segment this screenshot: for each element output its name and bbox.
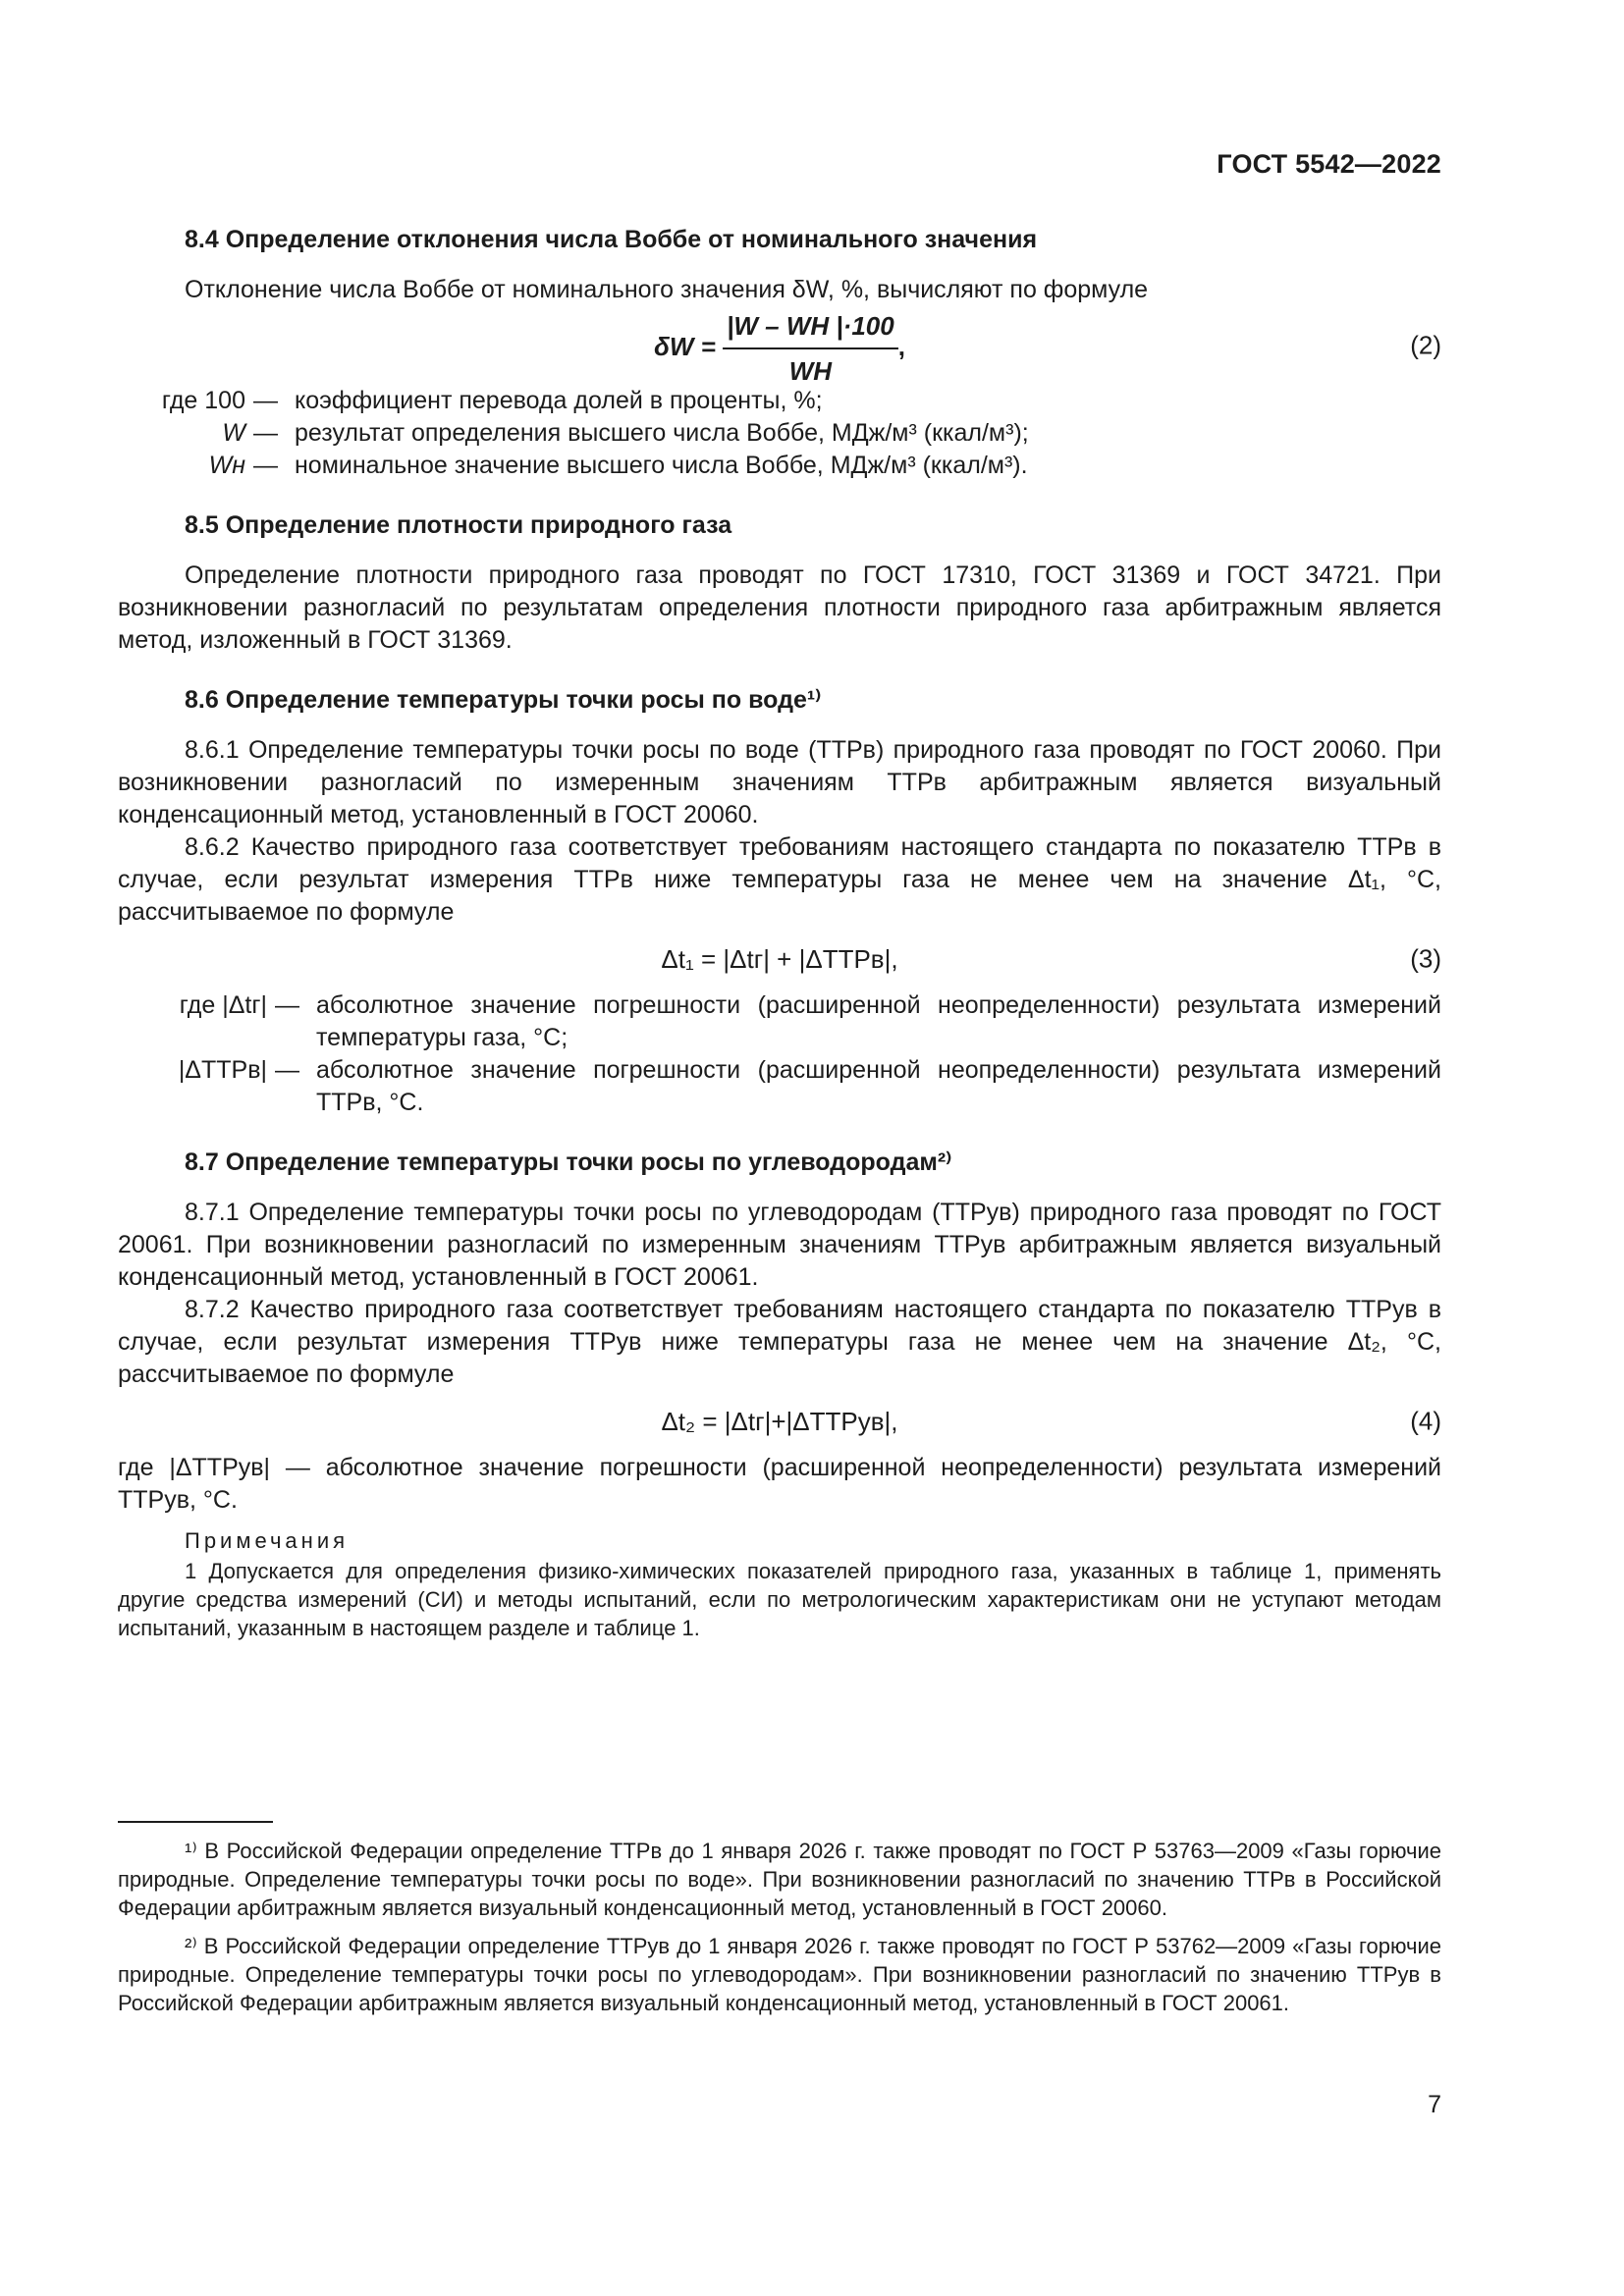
legend-3-row-1-text: абсолютное значение погрешности (расширенной неопределенности) результата измерений температуры газа, °С; bbox=[316, 991, 1441, 1051]
page-content bbox=[118, 224, 1441, 1642]
formula-2-legend bbox=[118, 385, 1441, 482]
note-1: 1 Допускается для определения физико-химических показателей природного газа, указанных в таблице 1, применять другие средства измерений (СИ) и методы испытаний, если по метрологическим характеристикам они не уступают методам испытаний, указанным в настоящем разделе и таблице 1. bbox=[118, 1559, 1441, 1640]
section-8-5-title: 8.5 Определение плотности природного газа bbox=[185, 511, 732, 539]
formula-2-number: (2) bbox=[1410, 330, 1441, 360]
section-8-4-title: 8.4 Определение отклонения числа Воббе от номинального значения bbox=[185, 226, 1038, 253]
section-8-6-1: 8.6.1 Определение температуры точки росы по воде (ТТРв) природного газа проводят по ГОСТ 20060. При возникновении разногласий по измеренным значениям ТТРв арбитражным является визуальный конденсационный метод, установленный в ГОСТ 20060. bbox=[118, 736, 1441, 828]
formula-4-number: (4) bbox=[1410, 1406, 1441, 1436]
section-8-6-2: 8.6.2 Качество природного газа соответствует требованиям настоящего стандарта по показателю ТТРв в случае, если результат измерения ТТРв ниже температуры газа не менее чем на значение Δt₁, °С, рассчитываемое по формуле bbox=[118, 833, 1441, 926]
formula-3-legend bbox=[118, 989, 1441, 1119]
notes-heading: Примечания bbox=[185, 1528, 350, 1553]
formula-4-body: Δt₂ = |Δtг|+|ΔТТРув|, bbox=[661, 1407, 898, 1436]
legend-row-2-symbol: W bbox=[222, 419, 245, 447]
legend-3-row-2-text: абсолютное значение погрешности (расширенной неопределенности) результата измерений ТТРв, °С. bbox=[316, 1056, 1441, 1116]
footnote-1: ¹⁾ В Российской Федерации определение ТТРв до 1 января 2026 г. также проводят по ГОСТ Р 53763—2009 «Газы горючие природные. Определение температуры точки росы по воде». При возникновении разногласий по значению ТТРв в Российской Федерации арбитражным является визуальный конденсационный метод, установленный в ГОСТ 20060. bbox=[118, 1839, 1441, 1920]
section-8-7-title: 8.7 Определение температуры точки росы по углеводородам²⁾ bbox=[185, 1148, 952, 1176]
legend-row-2-text: результат определения высшего числа Воббе, МДж/м³ (ккал/м³); bbox=[295, 419, 1029, 447]
section-8-7-1: 8.7.1 Определение температуры точки росы по углеводородам (ТТРув) природного газа проводят по ГОСТ 20061. При возникновении разногласий по измеренным значениям ТТРув арбитражным является визуальный конденсационный метод, установленный в ГОСТ 20061. bbox=[118, 1199, 1441, 1291]
legend-row-1-symbol: где 100 bbox=[161, 387, 245, 414]
footnotes bbox=[118, 1821, 1441, 2027]
formula-2-fraction bbox=[723, 306, 898, 391]
legend-row-1-text: коэффициент перевода долей в проценты, %; bbox=[295, 387, 823, 414]
section-8-6-title: 8.6 Определение температуры точки росы по воде¹⁾ bbox=[185, 686, 822, 714]
legend-row-3-dash: — bbox=[253, 452, 278, 479]
formula-3-body: Δt₁ = |Δtг| + |ΔТТРв|, bbox=[661, 944, 898, 974]
legend-3-row-1-symbol: где |Δtг| bbox=[179, 991, 267, 1019]
footnote-2: ²⁾ В Российской Федерации определение ТТРув до 1 января 2026 г. также проводят по ГОСТ Р 53762—2009 «Газы горючие природные. Определение температуры точки росы по углеводородам». При возникновении разногласий по значению ТТРув в Российской Федерации арбитражным является визуальный конденсационный метод, установленный в ГОСТ 20061. bbox=[118, 1934, 1441, 2015]
formula-2-body bbox=[654, 306, 905, 391]
formula-2 bbox=[118, 306, 1441, 385]
formula-4 bbox=[118, 1391, 1441, 1452]
legend-row-2-dash: — bbox=[253, 419, 278, 447]
formula-2-tail: , bbox=[897, 331, 905, 361]
legend-3-row-2-symbol: |ΔТТРв| bbox=[178, 1056, 267, 1084]
section-8-4-intro: Отклонение числа Воббе от номинального значения δW, %, вычисляют по формуле bbox=[185, 276, 1149, 303]
section-8-7-2: 8.7.2 Качество природного газа соответствует требованиям настоящего стандарта по показателю ТТРув в случае, если результат измерения ТТРув ниже температуры газа не менее чем на значение Δt₂, °С, рассчитываемое по формуле bbox=[118, 1296, 1441, 1388]
formula-3 bbox=[118, 929, 1441, 989]
formula-2-lhs: δW = bbox=[654, 331, 716, 361]
page-number: 7 bbox=[1428, 2091, 1441, 2118]
formula-2-denominator: WН bbox=[788, 356, 833, 386]
where-word: где bbox=[161, 387, 198, 414]
page-header: ГОСТ 5542—2022 bbox=[1217, 149, 1441, 179]
legend-3-row-1-dash: — bbox=[275, 991, 299, 1019]
formula-3-number: (3) bbox=[1410, 943, 1441, 974]
section-8-5-paragraph: Определение плотности природного газа проводят по ГОСТ 17310, ГОСТ 31369 и ГОСТ 34721. При возникновении разногласий по результатам определения плотности природного газа арбитражным является метод, изложенный в ГОСТ 31369. bbox=[118, 561, 1441, 654]
legend-row-3-symbol: Wн bbox=[208, 452, 245, 479]
formula-2-numerator: |W – WН |·100 bbox=[723, 306, 898, 349]
footnote-rule bbox=[118, 1821, 273, 1823]
legend-3-row-2-dash: — bbox=[275, 1056, 299, 1084]
legend-row-1-dash: — bbox=[253, 387, 278, 414]
formula-4-legend: где |ΔТТРув| — абсолютное значение погрешности (расширенной неопределенности) результата измерений ТТРув, °С. bbox=[118, 1454, 1441, 1514]
legend-row-3-text: номинальное значение высшего числа Воббе, МДж/м³ (ккал/м³). bbox=[295, 452, 1028, 479]
